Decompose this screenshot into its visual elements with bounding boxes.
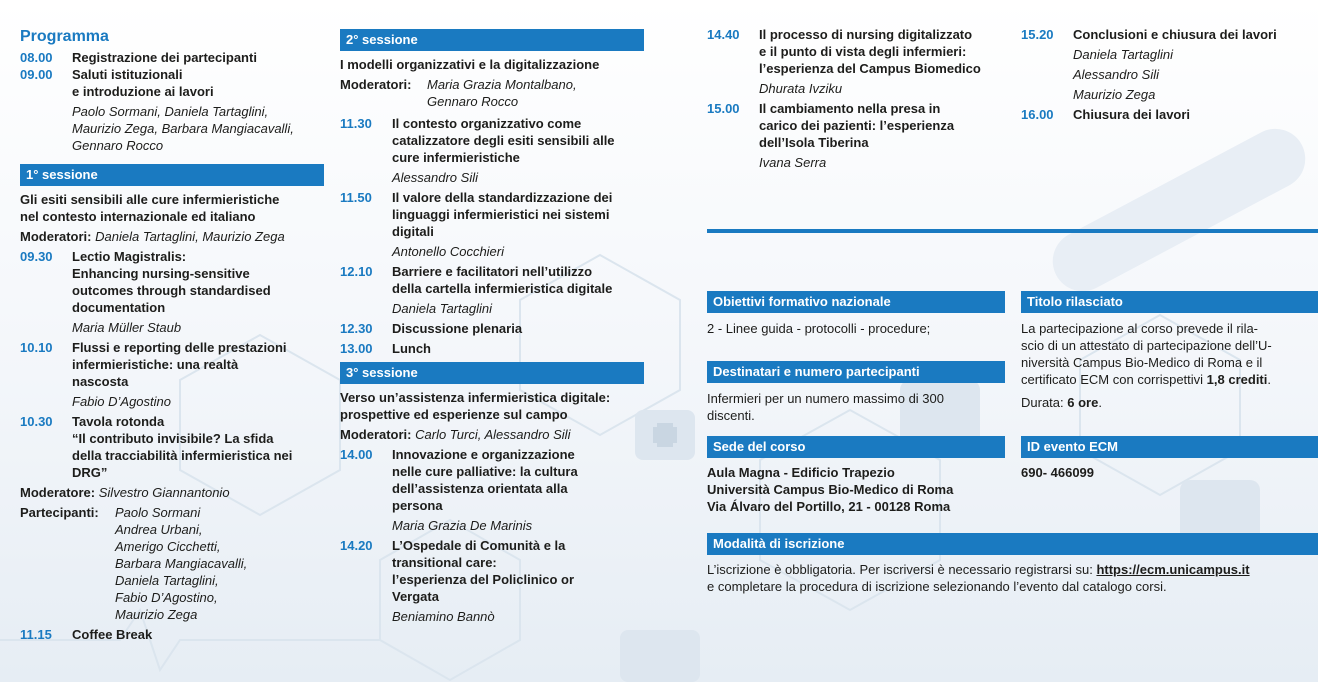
time-label: 12.10: [340, 264, 373, 279]
info-header: Modalità di iscrizione: [707, 533, 1318, 555]
info-text: scio di un attestato di partecipazione dell’U-: [1021, 338, 1272, 353]
session-title: [20, 191, 324, 225]
moderator-name: Maria Grazia Montalbano,: [427, 77, 577, 92]
item-title: Il processo di nursing digitalizzato: [759, 27, 973, 42]
time-label: 14.20: [340, 538, 373, 553]
item-title: Saluti istituzionali: [72, 67, 183, 82]
item-title: Conclusioni e chiusura dei lavori: [1073, 27, 1277, 42]
session-title-line: Verso un’assistenza infermieristica digitale:: [340, 390, 611, 405]
info-text: Infermieri per un numero massimo di 300: [707, 391, 944, 406]
item-title: cure infermieristiche: [392, 150, 520, 165]
registration-link[interactable]: https://ecm.unicampus.it: [1096, 562, 1250, 577]
item-title: Registrazione dei partecipanti: [72, 50, 257, 65]
moderators: [20, 228, 324, 245]
program-column-4: [1021, 0, 1311, 123]
time-label: 14.00: [340, 447, 373, 462]
info-text-part: certificato ECM con corrispettivi: [1021, 372, 1207, 387]
credits-value: 1,8 crediti: [1206, 372, 1268, 387]
speaker-name: Dhurata Ivziku: [759, 81, 843, 96]
time-label: 10.10: [20, 340, 53, 355]
item-title: dell’Isola Tiberina: [759, 135, 869, 150]
item-title: l’esperienza del Campus Biomedico: [759, 61, 981, 76]
moderators-label: Moderatori:: [20, 229, 92, 244]
participant-name: Andrea Urbani,: [115, 522, 203, 537]
time-label: 10.30: [20, 414, 53, 429]
time-label: 12.30: [340, 321, 373, 336]
session-title: [340, 389, 644, 423]
schedule-item: [707, 26, 1007, 97]
participants: [20, 504, 324, 623]
item-title: carico dei pazienti: l’esperienza: [759, 118, 955, 133]
info-text: e completare la procedura di iscrizione selezionando l’evento dal catalogo corsi.: [707, 579, 1167, 594]
speaker-name: Daniela Tartaglini: [392, 301, 492, 316]
speaker-name: Alessandro Sili: [1073, 67, 1159, 82]
participants-label: Partecipanti:: [20, 505, 99, 520]
moderator-label: Moderatore:: [20, 485, 96, 500]
item-title: Barriere e facilitatori nell’utilizzo: [392, 264, 593, 279]
speaker-name: Maria Grazia De Marinis: [392, 518, 533, 533]
item-title: L’Ospedale di Comunità e la: [392, 538, 566, 553]
info-header: ID evento ECM: [1021, 436, 1318, 458]
schedule-item: [20, 49, 324, 66]
schedule-item: [340, 189, 644, 260]
participant-name: Daniela Tartaglini,: [115, 573, 219, 588]
item-title: Innovazione e organizzazione: [392, 447, 575, 462]
item-title: Il valore della standardizzazione dei: [392, 190, 613, 205]
item-title: Chiusura dei lavori: [1073, 107, 1191, 122]
item-title: Il cambiamento nella presa in: [759, 101, 941, 116]
duration-value: 6 ore: [1067, 395, 1099, 410]
speaker-name: Ivana Serra: [759, 155, 827, 170]
venue-line: Via Álvaro del Portillo, 21 - 00128 Roma: [707, 499, 951, 514]
schedule-item: [1021, 106, 1311, 123]
info-block-registration: [707, 533, 1318, 595]
participant-name: Paolo Sormani: [115, 505, 201, 520]
time-label: 13.00: [340, 341, 373, 356]
speaker-name: Maria Müller Staub: [72, 320, 182, 335]
item-title: linguaggi infermieristici nei sistemi: [392, 207, 610, 222]
speaker-name: Antonello Cocchieri: [392, 244, 505, 259]
info-header: Titolo rilasciato: [1021, 291, 1318, 313]
time-label: 09.30: [20, 249, 53, 264]
schedule-item: [707, 100, 1007, 171]
item-title: outcomes through standardised: [72, 283, 271, 298]
item-title: Discussione plenaria: [392, 321, 523, 336]
item-title: Lunch: [392, 341, 431, 356]
item-title: documentation: [72, 300, 166, 315]
speaker-name: Maurizio Zega: [1073, 87, 1156, 102]
item-title: Flussi e reporting delle prestazioni: [72, 340, 287, 355]
time-label: 14.40: [707, 27, 740, 42]
item-title: l’esperienza del Policlinico or: [392, 572, 575, 587]
time-label: 08.00: [20, 50, 53, 65]
schedule-item: [340, 320, 644, 337]
item-title: della cartella infermieristica digitale: [392, 281, 613, 296]
info-header: Obiettivi formativo nazionale: [707, 291, 1005, 313]
session-title-line: Gli esiti sensibili alle cure infermieristiche: [20, 192, 280, 207]
ecm-id-value: 690- 466099: [1021, 465, 1095, 480]
item-title: della tracciabilità infermieristica nei: [72, 448, 293, 463]
session-header: 1° sessione: [20, 164, 324, 186]
info-header: Sede del corso: [707, 436, 1005, 458]
duration-end: .: [1098, 395, 1102, 410]
schedule-item: [340, 340, 644, 357]
item-title: “Il contributo invisibile? La sfida: [72, 431, 274, 446]
item-title: Coffee Break: [72, 627, 153, 642]
session-title: I modelli organizzativi e la digitalizzazione: [340, 57, 600, 72]
speaker-name: Paolo Sormani, Daniela Tartaglini,: [72, 104, 269, 119]
item-title: persona: [392, 498, 443, 513]
info-block-venue: [707, 436, 1005, 515]
participant-name: Fabio D’Agostino,: [115, 590, 218, 605]
moderator: [20, 484, 324, 501]
moderator-name: Silvestro Giannantonio: [98, 485, 230, 500]
info-text: certificato ECM con corrispettivi 1,8 crediti.: [1021, 372, 1271, 387]
session-header: 2° sessione: [340, 29, 644, 51]
program-column-3: [707, 0, 1007, 171]
item-title: Lectio Magistralis:: [72, 249, 187, 264]
session-title-line: prospettive ed esperienze sul campo: [340, 407, 568, 422]
speaker-name: Fabio D’Agostino: [72, 394, 171, 409]
item-title: catalizzatore degli esiti sensibili alle: [392, 133, 615, 148]
schedule-item: [340, 537, 644, 625]
schedule-item: [20, 339, 324, 410]
item-title: dell’assistenza orientata alla: [392, 481, 568, 496]
participant-name: Maurizio Zega: [115, 607, 198, 622]
program-column-1: [20, 0, 324, 643]
time-label: 15.00: [707, 101, 740, 116]
item-title: DRG”: [72, 465, 108, 480]
info-text-part: L’iscrizione è obbligatoria. Per iscriversi è necessario registrarsi su:: [707, 562, 1097, 577]
moderators-label: Moderatori:: [340, 427, 412, 442]
schedule-item: [340, 115, 644, 186]
speaker-name: Daniela Tartaglini: [1073, 47, 1173, 62]
item-title: transitional care:: [392, 555, 497, 570]
session-header: 3° sessione: [340, 362, 644, 384]
item-title: e il punto di vista degli infermieri:: [759, 44, 967, 59]
time-label: 16.00: [1021, 107, 1054, 122]
item-title: e introduzione ai lavori: [72, 84, 214, 99]
moderators-label: Moderatori:: [340, 77, 412, 92]
speaker-name: Alessandro Sili: [392, 170, 478, 185]
item-title: Vergata: [392, 589, 439, 604]
schedule-item: [340, 263, 644, 317]
speaker-name: Gennaro Rocco: [72, 138, 164, 153]
venue-line: Università Campus Bio-Medico di Roma: [707, 482, 954, 497]
info-text: [707, 561, 1318, 578]
time-label: 11.30: [340, 116, 372, 131]
schedule-item: [20, 248, 324, 336]
info-text: La partecipazione al corso prevede il rila-: [1021, 321, 1259, 336]
venue-line: Aula Magna - Edificio Trapezio: [707, 465, 895, 480]
time-label: 09.00: [20, 67, 53, 82]
moderators-names: Daniela Tartaglini, Maurizio Zega: [95, 229, 285, 244]
time-label: 11.50: [340, 190, 372, 205]
info-text: niversità Campus Bio-Medico di Roma e il: [1021, 355, 1263, 370]
info-block-ecm-id: [1021, 436, 1318, 481]
schedule-item: [1021, 26, 1311, 103]
item-title: nascosta: [72, 374, 129, 389]
speaker-name: Maurizio Zega, Barbara Mangiacavalli,: [72, 121, 294, 136]
schedule-item: [20, 626, 324, 643]
schedule-item: [340, 446, 644, 534]
participant-name: Amerigo Cicchetti,: [115, 539, 221, 554]
item-title: infermieristiche: una realtà: [72, 357, 239, 372]
item-title: nelle cure palliative: la cultura: [392, 464, 578, 479]
program-title: Programma: [20, 28, 109, 45]
info-text: discenti.: [707, 408, 755, 423]
program-column-2: [340, 0, 644, 625]
item-title: Il contesto organizzativo come: [392, 116, 582, 131]
info-block-objectives: [707, 291, 1005, 337]
item-title: digitali: [392, 224, 434, 239]
moderators: [340, 426, 644, 443]
moderators: [340, 76, 644, 110]
info-block-participants: [707, 361, 1005, 424]
duration-label: Durata:: [1021, 395, 1068, 410]
participant-name: Barbara Mangiacavalli,: [115, 556, 248, 571]
session-title-line: nel contesto internazionale ed italiano: [20, 209, 256, 224]
time-label: 15.20: [1021, 27, 1054, 42]
schedule-item: [20, 66, 324, 154]
speaker-name: Beniamino Bannò: [392, 609, 495, 624]
info-header: Destinatari e numero partecipanti: [707, 361, 1005, 383]
section-divider: [707, 229, 1318, 233]
info-block-certificate: [1021, 291, 1318, 411]
item-title: Enhancing nursing-sensitive: [72, 266, 250, 281]
duration: [1021, 394, 1318, 411]
time-label: 11.15: [20, 627, 52, 642]
schedule-item: [20, 413, 324, 481]
moderator-name: Gennaro Rocco: [427, 94, 519, 109]
item-title: Tavola rotonda: [72, 414, 165, 429]
info-text: 2 - Linee guida - protocolli - procedure;: [707, 321, 931, 336]
moderators-names: Carlo Turci, Alessandro Sili: [415, 427, 571, 442]
